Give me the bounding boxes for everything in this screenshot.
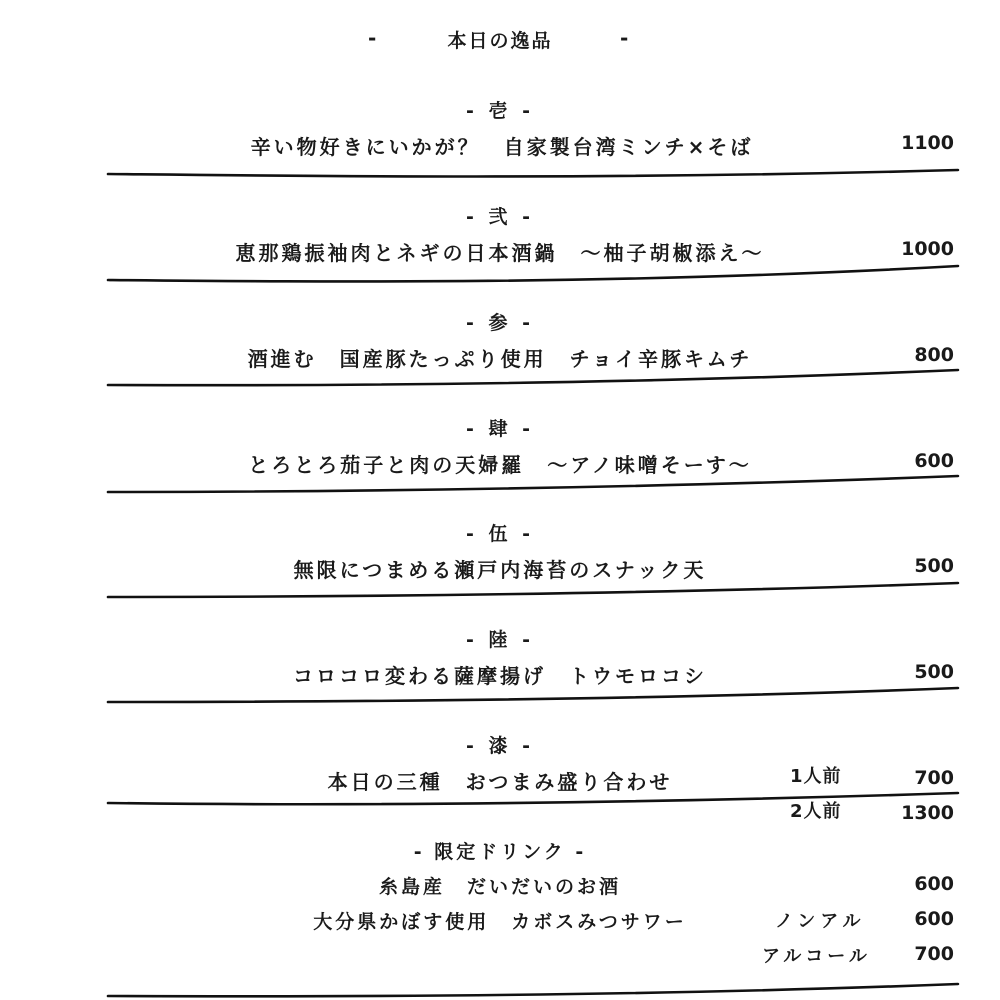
menu-item-name: 無限につまめる瀬戸内海苔のスナック天	[293, 558, 707, 582]
separator-line-6	[108, 688, 958, 702]
section-number: - 漆 -	[465, 735, 535, 757]
separator-line-1	[108, 170, 958, 177]
drink-variant-label: ノンアル	[775, 911, 866, 932]
menu-item-price: 1100	[901, 132, 954, 154]
menu-item-name: 辛い物好きにいかが？ 自家製台湾ミンチ×そば	[250, 135, 754, 159]
portion-label: 2人前	[790, 801, 842, 822]
separator-line-2	[108, 266, 958, 281]
menu-item-price: 800	[914, 344, 954, 366]
menu-item-name: 酒進む 国産豚たっぷり使用 チョイ辛豚キムチ	[247, 347, 753, 371]
drink-price: 600	[914, 873, 954, 895]
drink-name: 大分県かぼす使用 カボスみつサワー	[313, 911, 687, 933]
separator-line-8	[108, 984, 958, 996]
menu-item-name: とろとろ茄子と肉の天婦羅 ～アノ味噌そーす～	[248, 453, 752, 477]
portion-label: 1人前	[790, 766, 842, 787]
menu-item-price: 500	[914, 661, 954, 683]
drink-variant-label: アルコール	[762, 946, 871, 967]
menu-item-name: 恵那鶏振袖肉とネギの日本酒鍋 ～柚子胡椒添え～	[235, 241, 765, 265]
section-number: - 弐 -	[465, 206, 535, 228]
section-number: - 壱 -	[465, 100, 535, 122]
header-dash-right: -	[620, 26, 629, 50]
section-number: - 参 -	[465, 312, 535, 334]
drink-variant-price: 600	[914, 908, 954, 930]
separator-line-3	[108, 370, 958, 385]
drink-name: 糸島産 だいだいのお酒	[378, 876, 622, 898]
menu-item-price: 500	[914, 555, 954, 577]
section-number: - 伍 -	[465, 523, 535, 545]
separator-line-4	[108, 476, 958, 492]
header-dash-left: -	[368, 26, 377, 50]
menu-item-price: 1000	[901, 238, 954, 260]
section-number: - 陸 -	[465, 629, 535, 651]
menu-item-name: コロコロ変わる薩摩揚げ トウモロコシ	[293, 664, 707, 688]
drinks-heading: - 限定ドリンク -	[413, 841, 587, 863]
drink-variant-price: 700	[914, 943, 954, 965]
page-title: 本日の逸品	[447, 30, 553, 52]
separator-line-5	[108, 583, 958, 597]
section-number: - 肆 -	[465, 418, 535, 440]
menu-item-name: 本日の三種 おつまみ盛り合わせ	[327, 770, 673, 794]
portion-price: 700	[914, 767, 954, 789]
menu-item-price: 600	[914, 450, 954, 472]
portion-price: 1300	[901, 802, 954, 824]
